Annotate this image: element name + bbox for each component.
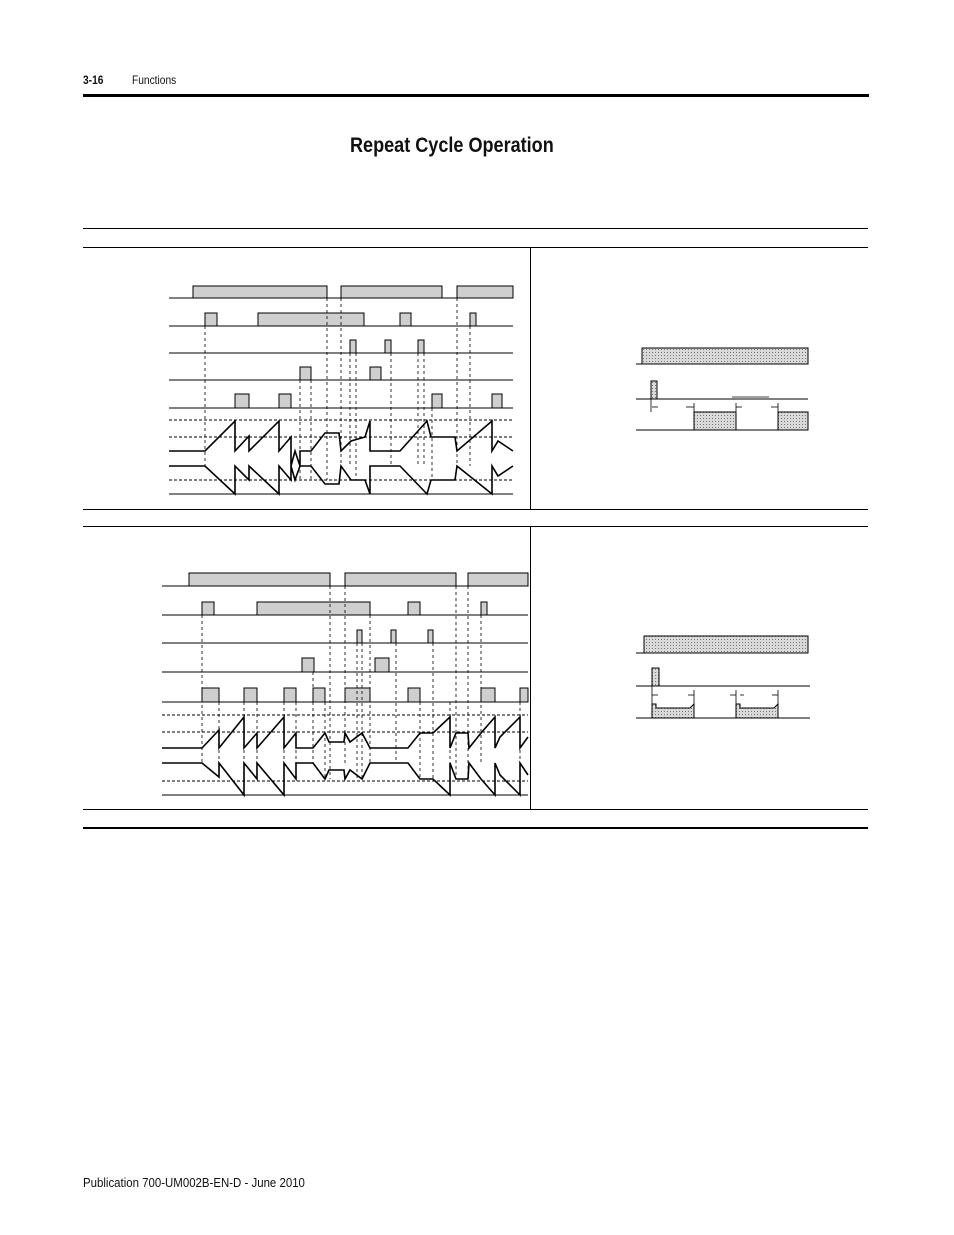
table-top-rule (83, 228, 868, 229)
table-row2-rule (83, 526, 868, 527)
table-bottom-rule (83, 827, 868, 829)
table-column-divider-1 (530, 247, 531, 509)
timing-chart-2 (158, 567, 530, 803)
table-row2-bottom-rule (83, 809, 868, 810)
table-row1-rule (83, 247, 868, 248)
page-number: 3-16 (83, 73, 104, 87)
table-column-divider-2 (530, 526, 531, 809)
cycle-waveform-2 (634, 630, 814, 725)
table-row2-top-rule (83, 509, 868, 510)
timing-chart-1 (165, 280, 520, 500)
page-title: Repeat Cycle Operation (350, 134, 554, 157)
cycle-waveform-1 (634, 343, 814, 438)
running-header-section: Functions (132, 73, 177, 87)
footer-publication: Publication 700-UM002B-EN-D - June 2010 (83, 1175, 305, 1190)
header-rule (83, 94, 869, 97)
